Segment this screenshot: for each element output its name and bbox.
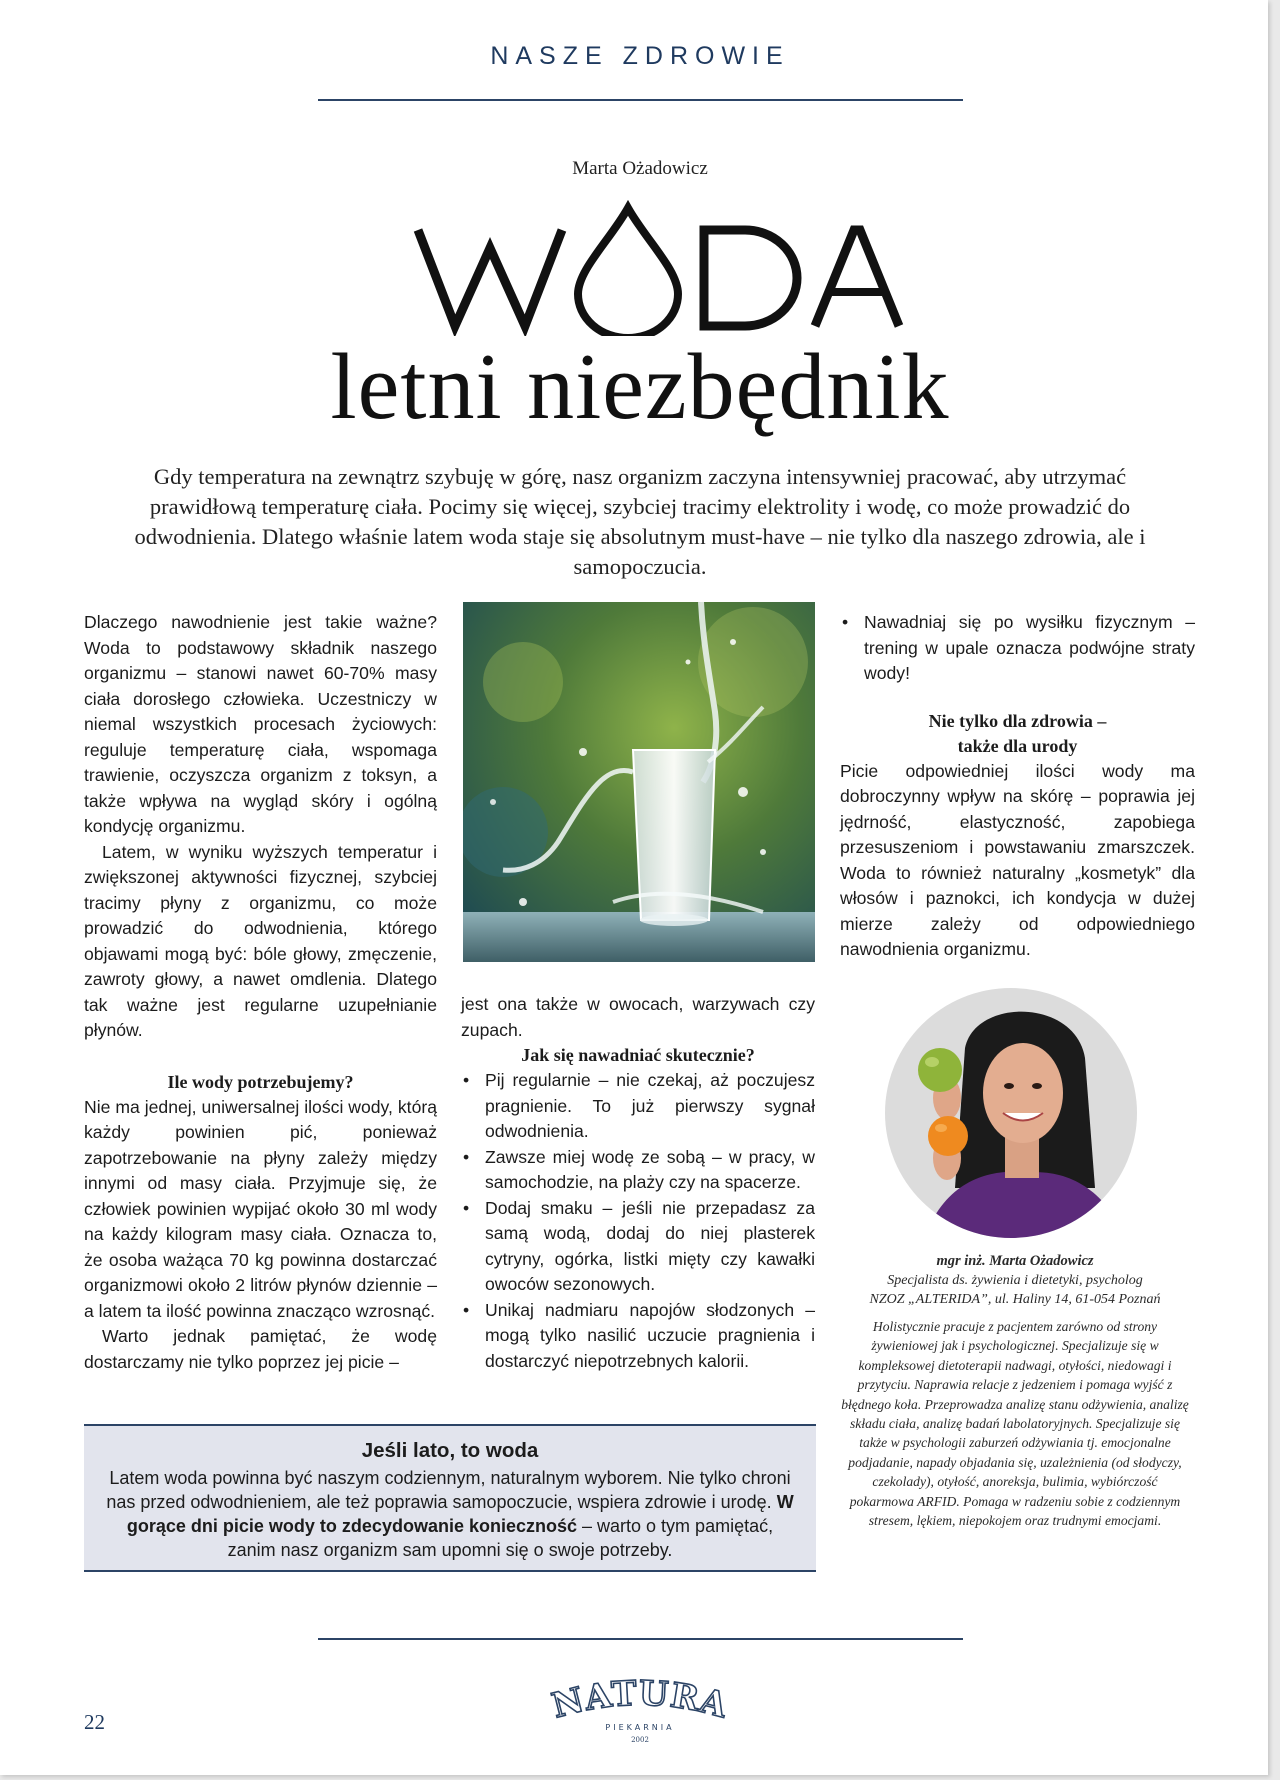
article-subtitle: letni niezbędnik bbox=[330, 335, 950, 439]
article-author: Marta Ożadowicz bbox=[572, 158, 708, 179]
list-item: • Unikaj nadmiaru napojów słodzonych – mogą tylko nasilić uczucie pragnienia i dostarczyć niepotrzebnych kalorii. bbox=[461, 1298, 815, 1375]
svg-text:NATURA bbox=[548, 1674, 732, 1727]
col3-paragraph-1: Picie odpowiedniej ilości wody ma dobroczynny wpływ na skórę – poprawia jej jędrność, elastyczność, zapobiega przesuszeniom i powstawaniu zmarszczek. Woda to również naturalny „kosmetyk” dla włosów i paznokci, ich kondycja w dużej mierze zależy od odpowiedniego nawodnienia organizmu. bbox=[840, 760, 1195, 959]
col1-paragraph-4: Warto jednak pamiętać, że wodę dostarczamy nie tylko poprzez jej picie – bbox=[84, 1326, 437, 1372]
top-rule bbox=[318, 99, 963, 101]
logo-name: NATURA bbox=[547, 1673, 733, 1727]
author-portrait bbox=[885, 988, 1137, 1238]
col3-bullet-list bbox=[840, 610, 1195, 687]
summary-text-before: Latem woda powinna być naszym codziennym, naturalnym wyborem. Nie tylko chroni nas przed odwodnieniem, ale też poprawia samopoczucie, wspiera zdrowie i urodę. bbox=[106, 1468, 791, 1512]
author-bio bbox=[840, 1252, 1190, 1530]
list-item: • Zawsze miej wodę ze sobą – w pracy, w samochodzie, na plaży czy na spacerze. bbox=[461, 1145, 815, 1196]
column-3 bbox=[840, 610, 1195, 963]
bio-role-line-2: NZOZ „ALTERIDA”, ul. Haliny 14, 61-054 Poznań bbox=[869, 1292, 1161, 1307]
col1-paragraph-3: Nie ma jednej, uniwersalnej ilości wody, którą każdy powinien pić, ponieważ zapotrzebowanie na płyny zależy między innymi od masy ciała. Przyjmuje się, że człowiek powinien wypijać około 30 ml wody na każdy kilogram masy ciała. Oznacza to, że osoba ważąca 70 kg powinna dostarczać organizmowi około 2 litrów płynów dziennie – a latem ta ilość powinna znacząco wzrosnąć. bbox=[84, 1096, 437, 1321]
list-item: • Dodaj smaku – jeśli nie przepadasz za samą wodą, dodaj do niej plasterek cytryny, ogórka, listki mięty czy kawałki owoców sezonowych. bbox=[461, 1196, 815, 1298]
title-woda bbox=[0, 196, 1280, 336]
col2-paragraph-1: jest ona także w owocach, warzywach czy zupach. bbox=[461, 994, 815, 1040]
summary-box bbox=[84, 1424, 816, 1572]
col1-paragraph-2: Latem, w wyniku wyższych temperatur i zwiększonej aktywności fizycznej, szybciej tracimy płyny z organizmu, co może prowadzić do odwodnienia, którego objawami mogą być: bóle głowy, zmęczenie, zawroty głowy, a nawet omdlenia. Dlatego tak ważne jest regularne uzupełnianie płynów. bbox=[84, 841, 437, 1040]
column-2 bbox=[461, 992, 815, 1374]
water-glass-photo bbox=[463, 602, 815, 962]
bio-role-line-1: Specjalista ds. żywienia i dietetyki, psycholog bbox=[887, 1273, 1143, 1288]
list-item: • Nawadniaj się po wysiłku fizycznym – trening w upale oznacza podwójne straty wody! bbox=[840, 610, 1195, 687]
letter-a bbox=[815, 230, 899, 326]
summary-box-text bbox=[84, 1466, 816, 1562]
col2-heading: Jak się nawadniać skutecznie? bbox=[521, 1045, 755, 1065]
summary-box-title: Jeśli lato, to woda bbox=[361, 1439, 539, 1462]
col1-heading: Ile wody potrzebujemy? bbox=[167, 1071, 354, 1092]
letter-d bbox=[704, 230, 797, 326]
green-apple-icon bbox=[918, 1048, 962, 1092]
col2-bullet-list bbox=[461, 1068, 815, 1374]
col1-paragraph-1: Dlaczego nawodnienie jest takie ważne? Woda to podstawowy składnik naszego organizmu – stanowi nawet 60-70% masy ciała dorosłego człowieka. Uczestniczy w niemal wszystkich procesach życiowych: reguluje temperaturę ciała, wspomaga trawienie, oczyszcza organizm z toksyn, a także wpływa na wygląd skóry i ogólną kondycję organizmu. bbox=[84, 612, 437, 836]
natura-logo bbox=[540, 1672, 740, 1752]
bottom-rule bbox=[318, 1638, 963, 1640]
summary-text-bold: W gorące dni picie wody to zdecydowanie konieczność bbox=[126, 1492, 794, 1536]
bio-name: mgr inż. Marta Ożadowicz bbox=[936, 1253, 1094, 1269]
letter-w bbox=[418, 230, 562, 326]
list-item: • Pij regularnie – nie czekaj, aż poczujesz pragnienie. To już pierwszy sygnał odwodnienia. bbox=[461, 1068, 815, 1145]
logo-sub: PIEKARNIA bbox=[605, 1723, 675, 1732]
page-number: 22 bbox=[84, 1710, 105, 1734]
article-intro: Gdy temperatura na zewnątrz szybuję w górę, nasz organizm zaczyna intensywniej pracować, aby utrzymać prawidłową temperaturę ciała. Pocimy się więcej, szybciej tracimy elektrolity i wodę, co może prowadzić do odwodnienia. Dlatego właśnie latem woda staje się absolutnym must-have – nie tylko dla naszego zdrowia, ale i samopoczucia. bbox=[134, 464, 1146, 579]
summary-text-after: – warto o tym pamiętać, zanim nasz organizm sam upomni się o swoje potrzeby. bbox=[227, 1516, 774, 1560]
col3-heading-line-1: Nie tylko dla zdrowia – bbox=[928, 710, 1107, 731]
bio-description: Holistycznie pracuje z pacjentem zarówno od strony żywieniowej jak i psychologicznej. Specjalizuje się w kompleksowej dietoterapii nadwagi, otyłości, niedowagi i przytyciu. Naprawia relacje z jedzeniem i pomaga wyjść z błędnego koła. Przeprowadza analizę stanu odżywienia, analizę składu ciała, analizę badań labolatoryjnych. Specjalizuje się także w psychologii zaburzeń odżywiania tj. emocjonalne podjadanie, napady objadania się, uzależnienia (od słodyczy, czekolady), otyłość, anoreksja, bulimia, wybiórczość pokarmowa ARFID. Pomaga w radzeniu sobie z codziennym stresem, lękiem, niepokojem oraz trudnymi emocjami. bbox=[841, 1319, 1189, 1529]
column-1 bbox=[84, 610, 437, 1375]
droplet-icon bbox=[578, 208, 678, 336]
col3-heading-line-2: także dla urody bbox=[957, 735, 1078, 756]
logo-year: 2002 bbox=[631, 1736, 649, 1744]
section-title: NASZE ZDROWIE bbox=[490, 42, 790, 70]
orange-icon bbox=[928, 1116, 968, 1156]
